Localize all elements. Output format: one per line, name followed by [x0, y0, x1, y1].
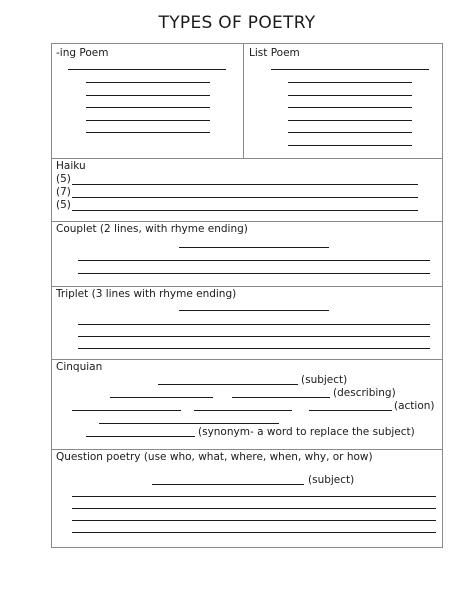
poetry-table: [51, 43, 443, 548]
triplet-title-line[interactable]: [179, 310, 329, 311]
ing-poem-line[interactable]: [68, 69, 226, 70]
triplet-line-2[interactable]: [78, 336, 430, 337]
ing-poem-line[interactable]: [86, 95, 210, 96]
haiku-syllables-3: (5): [56, 199, 71, 211]
couplet-line-2[interactable]: [78, 273, 430, 274]
haiku-syllables-1: (5): [56, 173, 71, 185]
list-poem-line[interactable]: [271, 69, 429, 70]
cinquian-synonym-text: (synonym- a word to replace the subject): [198, 426, 415, 438]
column-divider: [243, 44, 244, 158]
cinquian-describing-text: (describing): [333, 387, 396, 399]
cinquian-action-text: (action): [394, 400, 435, 412]
haiku-syllables-2: (7): [56, 186, 71, 198]
question-subject-text: (subject): [308, 474, 355, 486]
list-poem-label: List Poem: [249, 47, 300, 59]
list-poem-line[interactable]: [288, 145, 412, 146]
row-ing-list-poem: [52, 44, 442, 159]
list-poem-line[interactable]: [288, 95, 412, 96]
haiku-line-3[interactable]: [72, 210, 418, 211]
question-line-3[interactable]: [72, 520, 436, 521]
ing-poem-line[interactable]: [86, 120, 210, 121]
row-cinquian: [52, 360, 442, 450]
couplet-label: Couplet (2 lines, with rhyme ending): [56, 223, 248, 235]
cinquian-action-line-2[interactable]: [194, 410, 292, 411]
row-question-poetry: [52, 450, 442, 547]
cinquian-describing-line-1[interactable]: [110, 397, 213, 398]
list-poem-line[interactable]: [288, 107, 412, 108]
triplet-line-3[interactable]: [78, 348, 430, 349]
question-poetry-label: Question poetry (use who, what, where, when, why, or how): [56, 451, 373, 463]
haiku-line-1[interactable]: [72, 184, 418, 185]
row-haiku: [52, 159, 442, 222]
row-couplet: [52, 222, 442, 287]
cinquian-describing-line-2[interactable]: [232, 397, 330, 398]
question-subject-line[interactable]: [152, 484, 304, 485]
ing-poem-line[interactable]: [86, 132, 210, 133]
cinquian-subject-line[interactable]: [158, 384, 298, 385]
list-poem-line[interactable]: [288, 120, 412, 121]
couplet-title-line[interactable]: [179, 247, 329, 248]
question-line-2[interactable]: [72, 508, 436, 509]
ing-poem-label: -ing Poem: [56, 47, 109, 59]
couplet-line-1[interactable]: [78, 260, 430, 261]
list-poem-line[interactable]: [288, 82, 412, 83]
row-triplet: [52, 287, 442, 360]
ing-poem-line[interactable]: [86, 107, 210, 108]
triplet-line-1[interactable]: [78, 324, 430, 325]
cinquian-label: Cinquian: [56, 361, 103, 373]
cinquian-action-line-1[interactable]: [72, 410, 181, 411]
cinquian-subject-text: (subject): [301, 374, 348, 386]
ing-poem-line[interactable]: [86, 82, 210, 83]
triplet-label: Triplet (3 lines with rhyme ending): [56, 288, 237, 300]
haiku-line-2[interactable]: [72, 197, 418, 198]
haiku-label: Haiku: [56, 160, 86, 172]
question-line-1[interactable]: [72, 496, 436, 497]
cinquian-phrase-line[interactable]: [99, 423, 279, 424]
question-line-4[interactable]: [72, 532, 436, 533]
list-poem-line[interactable]: [288, 132, 412, 133]
cinquian-synonym-line[interactable]: [86, 436, 195, 437]
cinquian-action-line-3[interactable]: [309, 410, 392, 411]
worksheet-title: TYPES OF POETRY: [158, 13, 316, 33]
